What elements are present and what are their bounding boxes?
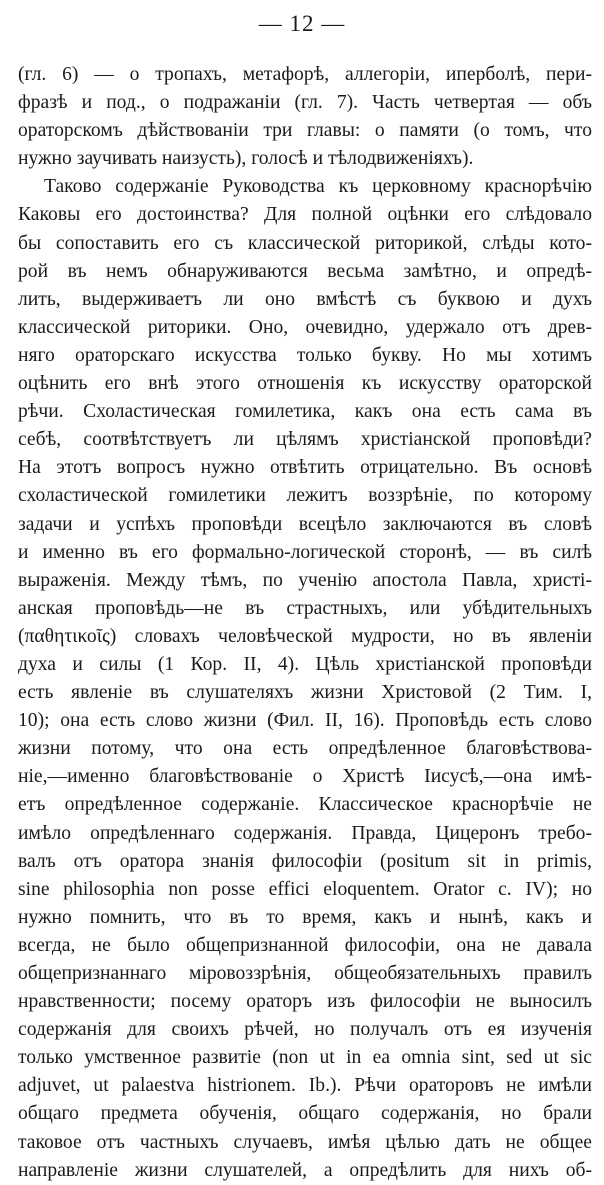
text-line: таковое отъ частныхъ случаевъ, имѣя цѣлью дать не общее (18, 1131, 592, 1153)
text-line: оцѣнить его внѣ этого отношенія къ искусству ораторской (18, 373, 592, 395)
text-line: рѣчи. Схоластическая гомилетика, какъ она есть сама въ (18, 401, 592, 423)
text-line: ніе,—именно благовѣствованіе о Христѣ Іисусѣ,—она имѣ- (18, 766, 592, 788)
text-line: етъ опредѣленное содержаніе. Классическое краснорѣчіе не (18, 794, 592, 816)
text-line: Каковы его достоинства? Для полной оцѣнки его слѣдовало (18, 204, 592, 226)
text-line: валъ отъ оратора знанія философіи (positum sit in primis, (18, 850, 592, 872)
text-line: общаго предмета обученія, общаго содержанія, но брали (18, 1103, 592, 1125)
text-line: Таково содержаніе Руководства къ церковному краснорѣчію (44, 176, 592, 198)
text-line: рой въ немъ обнаруживаются весьма замѣтно, и опредѣ- (18, 260, 592, 282)
text-line: есть явленіе въ слушателяхъ жизни Христовой (2 Тим. I, (18, 682, 592, 704)
text-line: всегда, не было общепризнанной философіи, она не давала (18, 934, 592, 956)
text-line: только умственное развитіе (non ut in ea omnia sint, sed ut sic (18, 1047, 592, 1069)
text-line: анская проповѣдь—не въ страстныхъ, или убѣдительныхъ (18, 597, 592, 619)
text-line: sine philosophia non posse effici eloquentem. Orator c. IV); но (18, 878, 592, 900)
text-line: задачи и успѣхъ проповѣди всецѣло заключаются въ словѣ (18, 513, 592, 535)
text-line: нравственности; посему ораторъ изъ философіи не выносилъ (18, 991, 592, 1013)
text-line: содержанія для своихъ рѣчей, но получалъ отъ ея изученія (18, 1019, 592, 1041)
text-line: духа и силы (1 Кор. II, 4). Цѣль христіанской проповѣди (18, 653, 592, 675)
text-line: схоластической гомилетики лежитъ воззрѣніе, по которому (18, 485, 592, 507)
text-line: фразѣ и под., о подражаніи (гл. 7). Часть четвертая — объ (18, 92, 592, 114)
text-line: и именно въ его формально-логической сторонѣ, — въ силѣ (18, 541, 592, 563)
page-number: — 12 — (258, 11, 346, 36)
text-line: лить, выдерживаетъ ли оно вмѣстѣ съ буквою и духъ (18, 288, 592, 310)
text-line: имѣло опредѣленнаго содержанія. Правда, Цицеронъ требо- (18, 822, 592, 844)
text-line: выраженія. Между тѣмъ, по ученію апостола Павла, христі- (18, 569, 592, 591)
text-line: На этотъ вопросъ нужно отвѣтить отрицательно. Въ основѣ (18, 457, 592, 479)
text-line: ораторскомъ дѣйствованіи три главы: о памяти (о томъ, что (18, 120, 592, 142)
text-line: няго ораторскаго искусства только букву. Но мы хотимъ (18, 344, 592, 366)
text-line: себѣ, соотвѣтствуетъ ли цѣлямъ христіанской проповѣди? (18, 429, 592, 451)
text-line: классической риторики. Оно, очевидно, удержало отъ древ- (18, 316, 592, 338)
text-line: нужно заучивать наизусть), голосѣ и тѣлодвиженіяхъ). (18, 148, 474, 170)
text-line: adjuvet, ut palaestva histrionem. Ib.). Рѣчи ораторовъ не имѣли (18, 1075, 592, 1097)
text-line: жизни потому, что она есть опредѣленное благовѣствова- (18, 738, 592, 760)
text-line: направленіе жизни слушателей, а опредѣлить для нихъ об- (18, 1159, 592, 1181)
text-line: (гл. 6) — о тропахъ, метафорѣ, аллегоріи, иперболѣ, пери- (18, 64, 592, 85)
text-line: 10); она есть слово жизни (Фил. II, 16). Проповѣдь есть слово (18, 710, 592, 732)
text-line: нужно помнить, что въ то время, какъ и нынѣ, какъ и (18, 906, 592, 928)
text-line: общепризнаннаго міровоззрѣнія, общеобязательныхъ правилъ (18, 963, 592, 984)
text-line: бы сопоставить его съ классической риторикой, слѣды кото- (18, 232, 592, 254)
body-text (18, 61, 592, 1185)
text-line: (παθητικοῖς) словахъ человѣческой мудрости, но въ явленіи (18, 625, 592, 647)
